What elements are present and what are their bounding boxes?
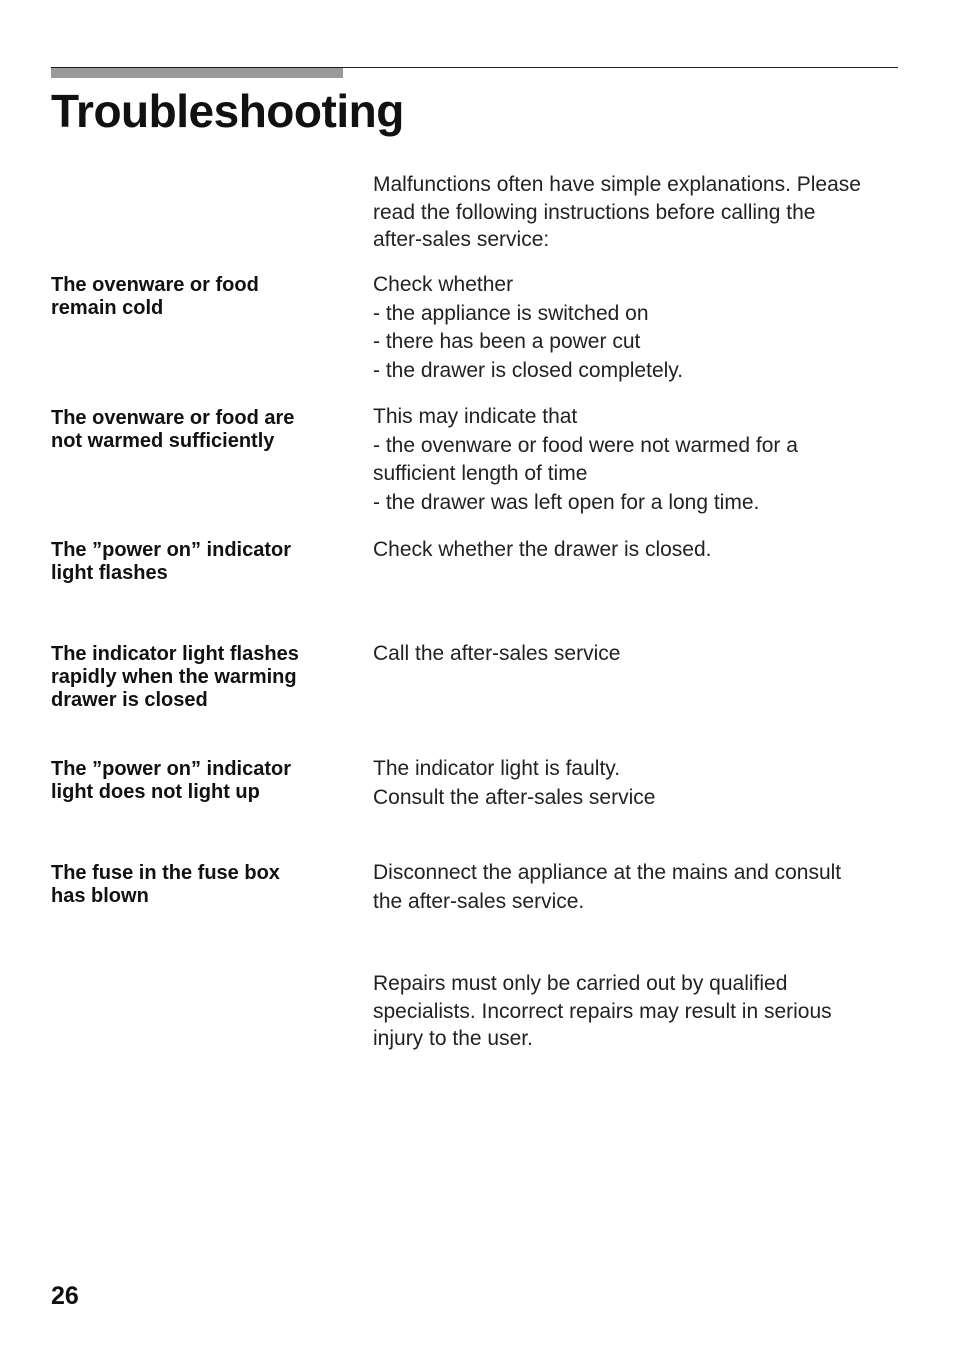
intro-line: after-sales service: [373, 228, 550, 251]
problem-line: remain cold [51, 297, 164, 319]
warning-line: injury to the user. [373, 1027, 533, 1050]
solution-line: Call the after-sales service [373, 642, 621, 665]
warning-note [373, 970, 903, 1053]
intro-line: Malfunctions often have simple explanations. Please [373, 173, 861, 196]
solution-line: Consult the after-sales service [373, 785, 656, 809]
problem-line: rapidly when the warming [51, 666, 297, 688]
solution-text [373, 403, 913, 517]
solution-line: - the ovenware or food were not warmed for a [373, 433, 798, 457]
problem-line: drawer is closed [51, 689, 208, 711]
solution-text [373, 536, 913, 565]
problem-heading [51, 862, 341, 908]
problem-line: has blown [51, 885, 149, 907]
solution-line: Check whether [373, 273, 514, 296]
solution-line: the after-sales service. [373, 889, 585, 913]
solution-line: sufficient length of time [373, 462, 588, 485]
solution-line: The indicator light is faulty. [373, 757, 621, 780]
problem-line: The ”power on” indicator [51, 539, 292, 561]
problem-line: The ”power on” indicator [51, 758, 292, 780]
problem-heading [51, 274, 341, 320]
solution-line: - the drawer is closed completely. [373, 358, 684, 382]
solution-text [373, 859, 913, 916]
solution-line: - the drawer was left open for a long time. [373, 490, 760, 514]
problem-line: The ovenware or food [51, 274, 259, 296]
solution-text [373, 271, 913, 385]
problem-heading [51, 758, 341, 804]
problem-line: light does not light up [51, 781, 260, 803]
warning-line: specialists. Incorrect repairs may result in serious [373, 999, 832, 1023]
page-title: Troubleshooting [51, 85, 404, 137]
page-number: 26 [51, 1282, 79, 1310]
solution-line: Disconnect the appliance at the mains and consult [373, 861, 842, 884]
solution-line: This may indicate that [373, 405, 578, 428]
problem-line: The indicator light flashes [51, 643, 299, 665]
problem-heading [51, 407, 341, 453]
solution-line: Check whether the drawer is closed. [373, 538, 712, 561]
problem-line: not warmed sufficiently [51, 430, 275, 452]
problem-heading [51, 643, 341, 712]
warning-line: Repairs must only be carried out by qualified [373, 972, 788, 995]
solution-text [373, 640, 913, 669]
solution-text [373, 755, 913, 812]
problem-line: The ovenware or food are [51, 407, 295, 429]
solution-line: - there has been a power cut [373, 330, 641, 353]
header-accent-bar [51, 68, 343, 78]
solution-line: - the appliance is switched on [373, 301, 649, 325]
intro-text [373, 171, 903, 254]
problem-heading [51, 539, 341, 585]
intro-line: read the following instructions before calling the [373, 200, 816, 224]
problem-line: The fuse in the fuse box [51, 862, 280, 884]
problem-line: light flashes [51, 562, 168, 584]
